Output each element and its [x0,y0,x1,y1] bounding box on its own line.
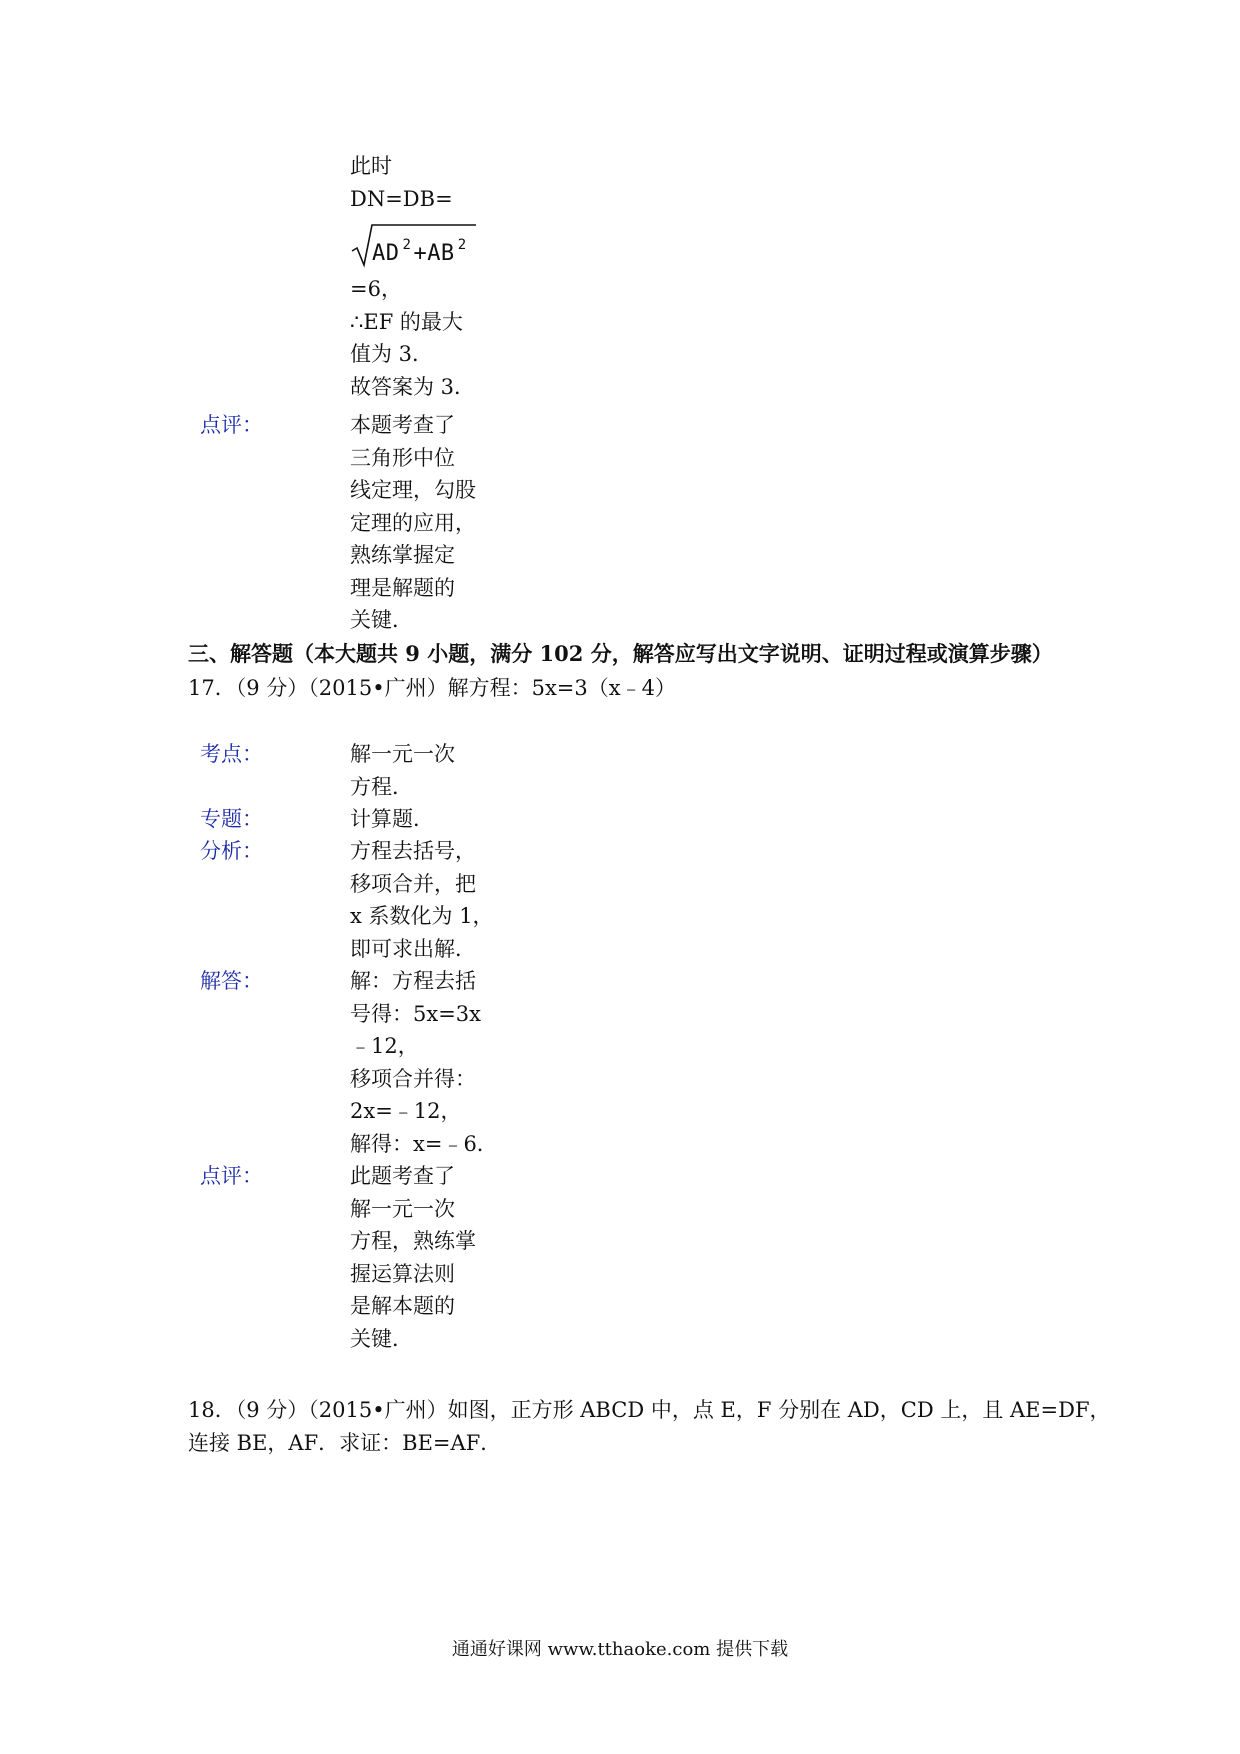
kaodian-label: 考点： [200,742,263,766]
solution-continuation [350,150,500,403]
text-line: 此时 [350,154,392,178]
comment-text [350,409,500,637]
text-line: 解得：x=﹣6． [350,1131,498,1156]
text-line: 移项合并得： [350,1066,476,1091]
text-line: 移项合并，把 [350,871,476,896]
text-line: 定理的应用， [350,510,476,535]
exponent: 2 [402,237,412,253]
text-line: 故答案为 3． [350,374,476,399]
exponent: 2 [457,237,467,253]
question-17: 17．（9 分）（2015•广州）解方程：5x=3（x﹣4） [188,676,676,700]
comment-label: 点评： [200,413,263,437]
text-line: 解一元一次 [350,1196,455,1221]
zhuanti-text [350,803,500,836]
dianping-text [350,1160,500,1355]
plus-sign: + [413,241,428,266]
radicand-term-b: AB [427,241,455,266]
text-line: 本题考查了 [350,413,455,437]
text-line: 熟练掌握定 [350,543,455,567]
fenxi-text [350,835,500,965]
text-line: 计算题． [350,807,434,831]
dianping-label: 点评： [200,1164,263,1188]
text-line: DN=DB= [350,186,453,211]
question-18-line-1: 18．（9 分）（2015•广州）如图，正方形 ABCD 中，点 E，F 分别在 AD，CD 上，且 AE=DF， [188,1398,1111,1422]
fenxi-label: 分析： [200,839,263,863]
text-line: ﹣12， [350,1034,419,1058]
text-line: 即可求出解． [350,936,476,961]
jieda-label: 解答： [200,969,263,993]
sqrt-expression [350,215,500,273]
text-line: 方程． [350,774,413,799]
text-line: 此题考查了 [350,1164,455,1188]
text-line: 解：方程去括 [350,969,476,993]
text-line: 关键． [350,608,413,632]
zhuanti-label: 专题： [200,807,263,831]
sqrt-radicand [372,229,469,271]
text-line: 握运算法则 [350,1261,455,1286]
text-line: 值为 3． [350,342,434,366]
text-line: 方程，熟练掌 [350,1229,476,1253]
text-line: 是解本题的 [350,1294,455,1318]
text-line: 2x=﹣12， [350,1099,462,1123]
text-line: ∴EF 的最大 [350,309,463,334]
text-line: 关键． [350,1326,413,1351]
jieda-text [350,965,500,1160]
text-line: =6， [350,277,402,301]
kaodian-text [350,738,500,803]
text-line: 号得：5x=3x [350,1001,482,1026]
text-line: x 系数化为 1， [350,904,494,928]
text-line: 三角形中位 [350,445,455,470]
text-line: 理是解题的 [350,575,455,600]
text-line: 解一元一次 [350,742,455,766]
text-line: 方程去括号， [350,839,476,863]
section-title: 三、解答题（本大题共 9 小题，满分 102 分，解答应写出文字说明、证明过程或演算步骤） [188,641,1053,666]
question-18-line-2: 连接 BE，AF．求证：BE=AF． [188,1431,502,1455]
text-line: 线定理，勾股 [350,478,476,502]
page-footer: 通通好课网 www.tthaoke.com 提供下载 [451,1639,789,1660]
radicand-term-a: AD [372,241,400,266]
